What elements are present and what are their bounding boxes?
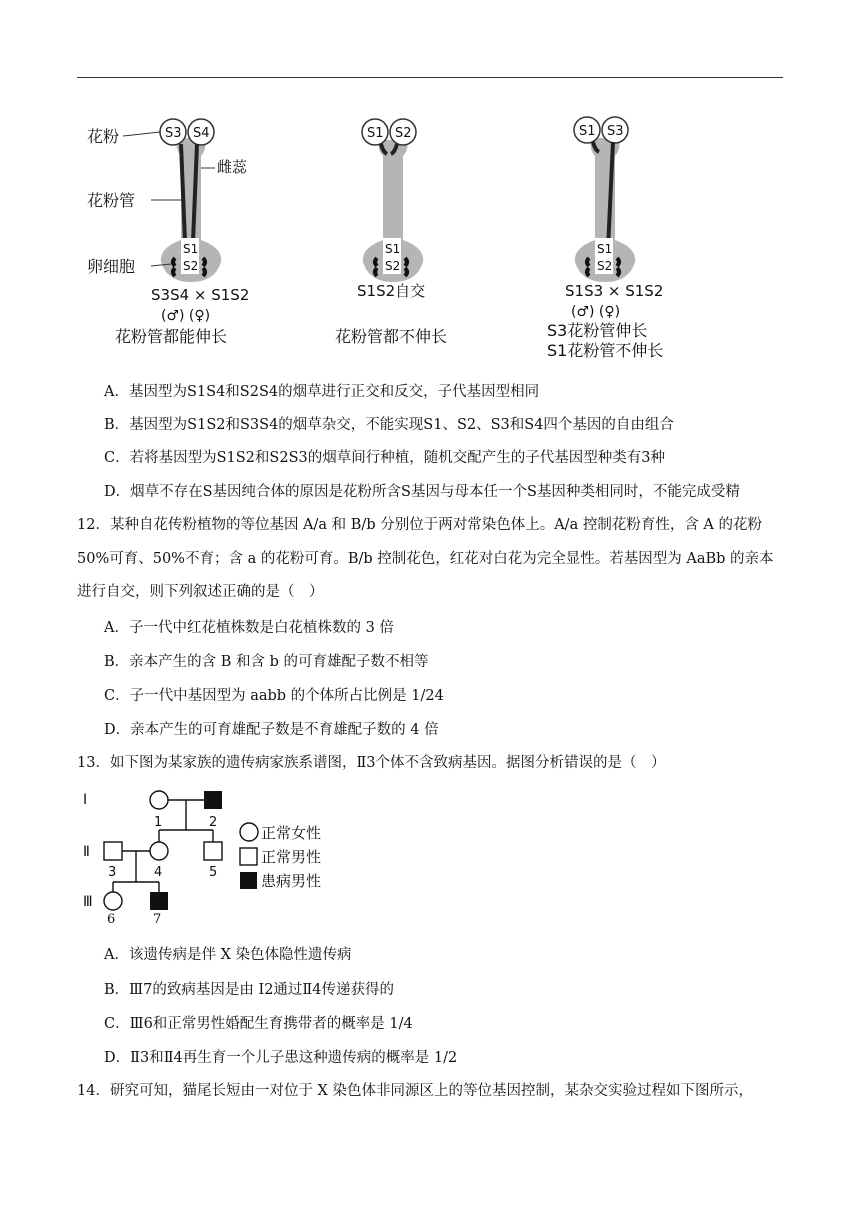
gen-2-label: Ⅱ bbox=[83, 844, 90, 860]
p1-pollen-a: S3 bbox=[165, 126, 182, 141]
p2-pollen-a: S1 bbox=[367, 126, 384, 141]
p2-result: 花粉管都不伸长 bbox=[335, 327, 448, 346]
header-rule bbox=[77, 77, 783, 78]
q13-option-a: A．该遗传病是伴 X 染色体隐性遗传病 bbox=[104, 947, 352, 963]
pollen-tube-figure bbox=[77, 110, 717, 370]
q12-option-a: A．子一代中红花植株数是白花植株数的 3 倍 bbox=[104, 620, 394, 636]
legend-affected: 患病男性 bbox=[261, 872, 322, 890]
p3-cross: S1S3 × S1S2 bbox=[565, 282, 664, 300]
q11-option-b: B．基因型为S1S2和S3S4的烟草杂交，不能实现S1、S2、S3和S4四个基因的自由组合 bbox=[104, 417, 674, 433]
gen-1-label: Ⅰ bbox=[83, 792, 88, 808]
legend-male: 正常男性 bbox=[261, 848, 322, 866]
p3-egg-top: S1 bbox=[597, 242, 613, 256]
id-2: 2 bbox=[209, 815, 218, 830]
panel-2 bbox=[335, 119, 447, 346]
p3-pollen-b: S3 bbox=[607, 124, 624, 139]
p1-sex: (♂) (♀) bbox=[161, 308, 211, 324]
q11-option-d: D．烟草不存在S基因纯合体的原因是花粉所含S基因与母本任一个S基因种类相同时，不能完成受精 bbox=[104, 484, 740, 500]
q12-option-d: D．亲本产生的可育雄配子数是不育雄配子数的 4 倍 bbox=[104, 722, 439, 738]
panel-1 bbox=[87, 119, 249, 346]
q13-option-c: C．Ⅲ6和正常男性婚配生育携带者的概率是 1/4 bbox=[104, 1016, 413, 1032]
p1-pollen-b: S4 bbox=[193, 126, 210, 141]
q12-stem-3: 进行自交，则下列叙述正确的是（ ） bbox=[77, 584, 324, 600]
q12-stem-1: 12．某种自花传粉植物的等位基因 A/a 和 B/b 分别位于两对常染色体上。A/a 控制花粉育性，含 A 的花粉 bbox=[77, 517, 763, 533]
id-3: 3 bbox=[108, 865, 117, 880]
p1-label-pollen: 花粉 bbox=[87, 127, 120, 146]
id-7: 7 bbox=[153, 912, 162, 927]
legend-female: 正常女性 bbox=[261, 824, 322, 842]
p2-egg-bottom: S2 bbox=[385, 259, 401, 273]
p1-egg-bottom: S2 bbox=[183, 259, 199, 273]
pedigree-chart bbox=[77, 786, 377, 916]
p2-cross: S1S2自交 bbox=[357, 282, 426, 300]
q13-stem: 13．如下图为某家族的遗传病家族系谱图，Ⅱ3个体不含致病基因。据图分析错误的是（ ） bbox=[77, 755, 666, 771]
p1-cross: S3S4 × S1S2 bbox=[151, 286, 250, 304]
q12-stem-2: 50%可育、50%不育；含 a 的花粉可育。B/b 控制花色，红花对白花为完全显性。若基因型为 AaBb 的亲本 bbox=[77, 551, 774, 567]
q13-option-d: D．Ⅱ3和Ⅱ4再生育一个儿子患这种遗传病的概率是 1/2 bbox=[104, 1050, 458, 1066]
p1-label-pistil: 雌蕊 bbox=[217, 158, 248, 176]
p1-result: 花粉管都能伸长 bbox=[115, 327, 228, 346]
p3-egg-bottom: S2 bbox=[597, 259, 613, 273]
p1-label-egg: 卵细胞 bbox=[87, 257, 136, 276]
q11-option-c: C．若将基因型为S1S2和S2S3的烟草间行种植，随机交配产生的子代基因型种类有3种 bbox=[104, 450, 665, 466]
id-4: 4 bbox=[154, 865, 163, 880]
q13-option-b: B．Ⅲ7的致病基因是由 I2通过Ⅱ4传递获得的 bbox=[104, 982, 395, 998]
p2-egg-top: S1 bbox=[385, 242, 401, 256]
q12-option-c: C．子一代中基因型为 aabb 的个体所占比例是 1/24 bbox=[104, 688, 444, 704]
id-1: 1 bbox=[154, 815, 163, 830]
p1-egg-top: S1 bbox=[183, 242, 199, 256]
id-6: 6 bbox=[107, 912, 116, 927]
q12-option-b: B．亲本产生的含 B 和含 b 的可育雄配子数不相等 bbox=[104, 654, 429, 670]
p3-pollen-a: S1 bbox=[579, 124, 596, 139]
gen-3-label: Ⅲ bbox=[83, 894, 93, 910]
q11-option-a: A．基因型为S1S4和S2S4的烟草进行正交和反交，子代基因型相同 bbox=[104, 384, 540, 400]
p2-pollen-b: S2 bbox=[395, 126, 412, 141]
id-5: 5 bbox=[209, 865, 218, 880]
p3-result1: S3花粉管伸长 bbox=[547, 321, 648, 340]
p1-label-tube: 花粉管 bbox=[87, 191, 136, 210]
q14-stem: 14．研究可知，猫尾长短由一对位于 X 染色体非同源区上的等位基因控制，某杂交实验过程如下图所示， bbox=[77, 1083, 753, 1099]
p3-sex: (♂) (♀) bbox=[571, 304, 621, 320]
panel-3 bbox=[547, 117, 663, 360]
p3-result2: S1花粉管不伸长 bbox=[547, 341, 664, 360]
